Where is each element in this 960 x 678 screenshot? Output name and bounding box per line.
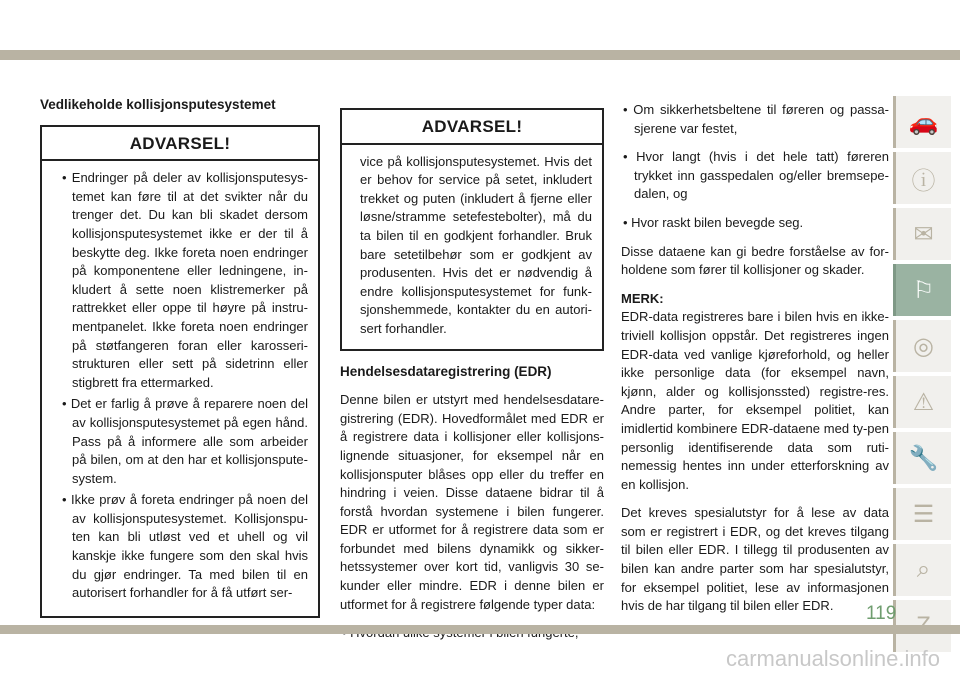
- warning-item: • Det er farlig å prøve å reparere noen del av kollisjonsputesystemet på egen hånd. Pass på å informere alle som arbeider på bilen, om at den har et kollisjonspute-system.: [62, 396, 308, 486]
- chapter-tab[interactable]: [893, 208, 951, 260]
- chapter-tab[interactable]: [893, 488, 951, 540]
- search-icon: ⌕: [916, 556, 931, 583]
- section-heading: Vedlikeholde kollisjonsputesystemet: [40, 97, 276, 112]
- warning-title: ADVARSEL!: [42, 127, 318, 162]
- paragraph: Det kreves spesialutstyr for å lese av data som er registrert i EDR, og det kreves tilgang til bilen eller EDR. I tillegg til produsenten av bilen kan andre parter som har spesialutstyr, for eksempel politiet, lese av informasjonen hvis de har tilgang til bilen eller EDR.: [621, 505, 889, 614]
- edr-paragraph: Denne bilen er utstyrt med hendelsesdatare-gistrering (EDR). Hovedformålet med EDR er å registrere data i kollisjoner eller kollisjons-lignende situasjoner, for eksempel når en kollisjonsputer blåses opp eller du treffer en hindring i veien. Disse dataene bidrar til å forstå hvordan systemene i bilen fungerer. EDR er utformet for å registrere data som er forbundet med bilens dynamikk og sikker-hetssystemer over kort tid, vanligvis 30 se-kunder eller mindre. EDR i denne bilen er utformet for å registrere følgende typer data:: [340, 392, 604, 612]
- warning-body: [42, 161, 318, 616]
- wrench-car-icon: 🔧: [908, 444, 939, 472]
- warning-item: • Endringer på deler av kollisjonsputesys-temet kan føre til at det svikter når du trenger det. Du kan bli skadet dersom kollisjonsputesystemet ikke er der til å beskytte deg. Ikke foreta noen endringer på komponentene eller ledningene, in-kludert å sette noen klistremerker på rattrekket eller oppe til høyre på instru-mentpanelet. Ikke foreta noen endringer på støtfangeren foran eller karosseri-strukturen eller sett på sidetrinn eller stigbrett fra ettermarked.: [62, 170, 308, 390]
- edr-bullet: • Om sikkerhetsbeltene til føreren og passa-sjerene var festet,: [623, 102, 889, 136]
- warning-title: ADVARSEL!: [342, 110, 602, 145]
- warning-box: [40, 125, 320, 618]
- warning-text: vice på kollisjonsputesystemet. Hvis det er behov for service på setet, inkludert trekket og puten (inkludert å fjerne eller løsne/stramme setefestebolter), må du ta bilen til en godkjent forhandler. Bruk bare setetilbehør som er godkjent av produsenten. Hvis det er nødvendig å endre kollisjonsputesystemet for funk-sjonshemmede, kontakter du en autori-sert forhandler.: [360, 153, 592, 336]
- chapter-tab[interactable]: [893, 264, 951, 316]
- chapter-tab[interactable]: [893, 376, 951, 428]
- left-column: [40, 96, 320, 618]
- chapter-tab[interactable]: [893, 152, 951, 204]
- warning-triangle-icon: ⚠: [912, 388, 935, 416]
- section-heading-edr: Hendelsesdataregistrering (EDR): [340, 363, 552, 379]
- lights-message-icon: ✉: [913, 220, 934, 248]
- paragraph: Disse dataene kan gi bedre forståelse av for-holdene som fører til kollisjoner og skader.: [621, 243, 889, 278]
- chapter-tabs: [893, 96, 951, 656]
- page-number: 119: [866, 603, 897, 624]
- top-band: [0, 0, 960, 58]
- chapter-tab[interactable]: [893, 320, 951, 372]
- top-rule: [0, 50, 960, 60]
- note-label: MERK:: [621, 290, 664, 306]
- car-info-icon: ⓘ: [911, 167, 936, 195]
- specifications-icon: ☰: [912, 500, 935, 528]
- middle-column: [340, 108, 604, 653]
- chapter-tab[interactable]: [893, 432, 951, 484]
- car-search-icon: 🚗: [908, 108, 939, 136]
- note-text: EDR-data registreres bare i bilen hvis en ikke-triviell kollisjon oppstår. Det registreres ingen EDR-data ved vanlige kjøreforhold, og heller ikke personlige data (for eksempel navn, kjønn, alder og kollisjonssted) registre-res. Andre parter, for eksempel politiet, kan imidlertid kombinere EDR-dataene med ty-pen personlig identifiserende data som ruti-nemessig hentes inn under etterforskning av en kollisjon.: [621, 309, 889, 492]
- warning-item: • Ikke prøv å foreta endringer på noen del av kollisjonsputesystemet. Kollisjonspu-ten kan bli utløst ved et uhell og vil kanskje ikke fungere som den skal hvis du gjør endringer. Ta med bilen til en autorisert forhandler for å få utført ser-: [62, 492, 308, 601]
- bottom-rule: [0, 625, 960, 634]
- watermark: carmanualsonline.info: [725, 646, 940, 671]
- warning-body: [342, 145, 602, 349]
- warning-box-continued: [340, 108, 604, 351]
- chapter-tab[interactable]: [893, 544, 951, 596]
- right-column: [621, 101, 889, 626]
- key-steering-icon: ◎: [913, 332, 934, 360]
- seatbelt-airbag-icon: ⚐: [912, 276, 935, 304]
- chapter-tab[interactable]: [893, 96, 951, 148]
- edr-bullet: • Hvor raskt bilen bevegde seg.: [623, 214, 804, 230]
- edr-bullet: • Hvor langt (hvis i det hele tatt) føreren trykket inn gasspedalen og/eller bremsepe-dalen, og: [623, 149, 889, 202]
